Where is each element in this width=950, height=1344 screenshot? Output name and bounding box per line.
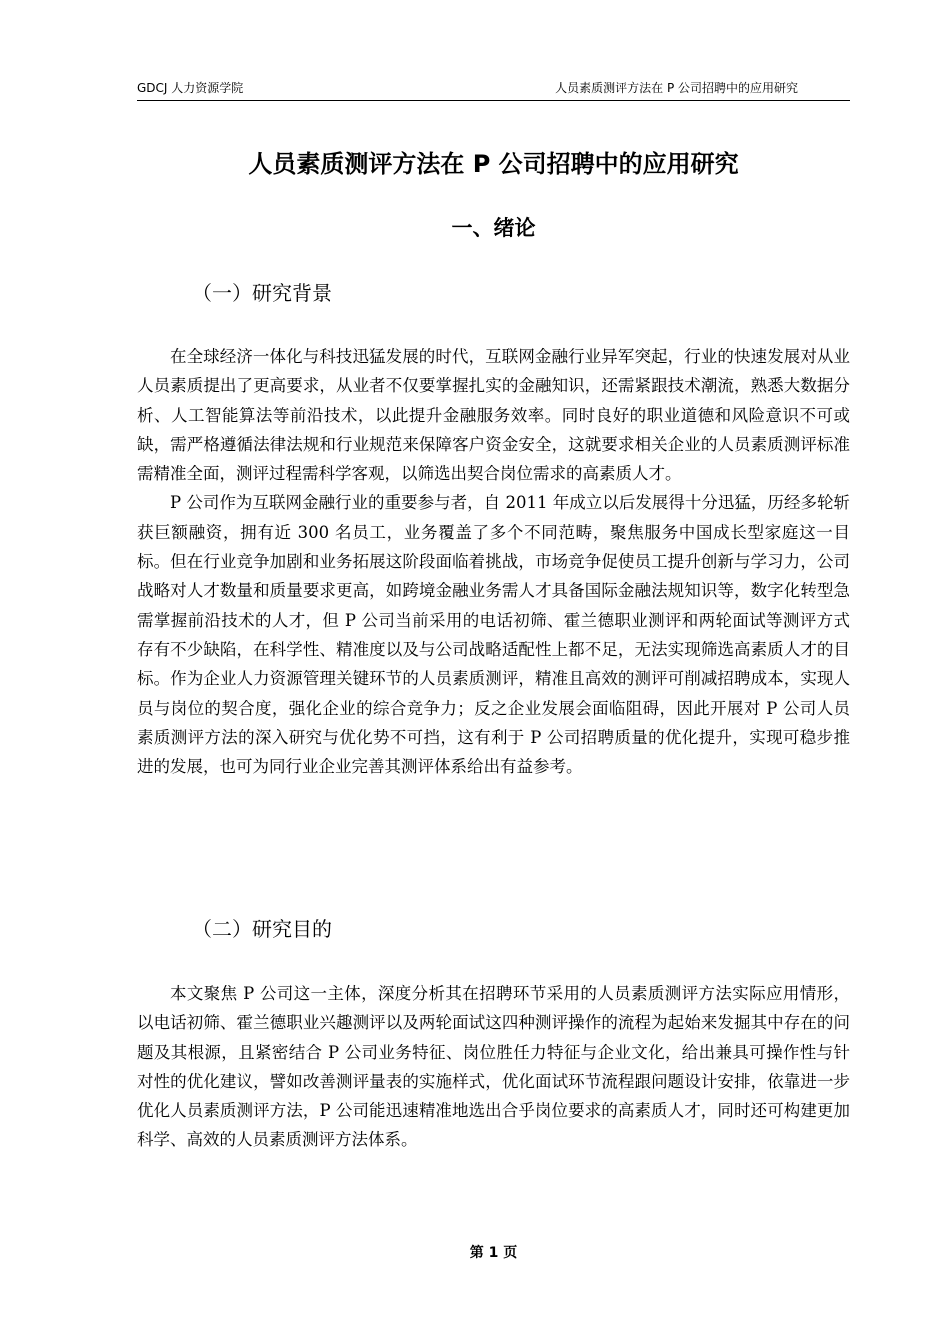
section-body-purpose [137, 979, 850, 1155]
page-header [137, 78, 850, 101]
paragraph: 在全球经济一体化与科技迅猛发展的时代，互联网金融行业异军突起，行业的快速发展对从业人员素质提出了更高要求，从业者不仅要掌握扎实的金融知识，还需紧跟技术潮流，熟悉大数据分析、人工智能算法等前沿技术，以此提升金融服务效率。同时良好的职业道德和风险意识不可或缺，需严格遵循法律法规和行业规范来保障客户资金安全，这就要求相关企业的人员素质测评标准需精准全面，测评过程需科学客观，以筛选出契合岗位需求的高素质人才。 [137, 347, 850, 484]
chapter-title: 一、绪论 [451, 216, 536, 240]
section-body-background [137, 342, 850, 781]
header-running-title: 人员素质测评方法在 P 公司招聘中的应用研究 [555, 81, 798, 95]
page-number: 第 1 页 [469, 1245, 518, 1261]
section-heading-background: （一）研究背景 [192, 281, 332, 305]
paragraph: 本文聚焦 P 公司这一主体，深度分析其在招聘环节采用的人员素质测评方法实际应用情形，以电话初筛、霍兰德职业兴趣测评以及两轮面试这四种测评操作的流程为起始来发掘其中存在的问题及其根源，且紧密结合 P 公司业务特征、岗位胜任力特征与企业文化，给出兼具可操作性与针对性的优化建议，譬如改善测评量表的实施样式，优化面试环节流程跟问题设计安排，依靠进一步优化人员素质测评方法，P 公司能迅速精准地选出合乎岗位要求的高素质人才，同时还可构建更加科学、高效的人员素质测评方法体系。 [137, 984, 850, 1150]
header-institution: GDCJ 人力资源学院 [137, 81, 244, 95]
paragraph: P 公司作为互联网金融行业的重要参与者，自 2011 年成立以后发展得十分迅猛，历经多轮斩获巨额融资，拥有近 300 名员工，业务覆盖了多个不同范畴，聚焦服务中国成长型家庭这一目标。但在行业竞争加剧和业务拓展这阶段面临着挑战，市场竞争促使员工提升创新与学习力，公司战略对人才数量和质量要求更高，如跨境金融业务需人才具备国际金融法规知识等，数字化转型急需掌握前沿技术的人才，但 P 公司当前采用的电话初筛、霍兰德职业测评和两轮面试等测评方式存有不少缺陷，在科学性、精准度以及与公司战略适配性上都不足，无法实现筛选高素质人才的目标。作为企业人力资源管理关键环节的人员素质测评，精准且高效的测评可削减招聘成本，实现人员与岗位的契合度，强化企业的综合竞争力；反之企业发展会面临阻碍，因此开展对 P 公司人员素质测评方法的深入研究与优化势不可挡，这有利于 P 公司招聘质量的优化提升，实现可稳步推进的发展，也可为同行业企业完善其测评体系给出有益参考。 [137, 493, 850, 777]
paper-title: 人员素质测评方法在 P 公司招聘中的应用研究 [248, 150, 739, 178]
section-heading-purpose: （二）研究目的 [192, 917, 332, 941]
